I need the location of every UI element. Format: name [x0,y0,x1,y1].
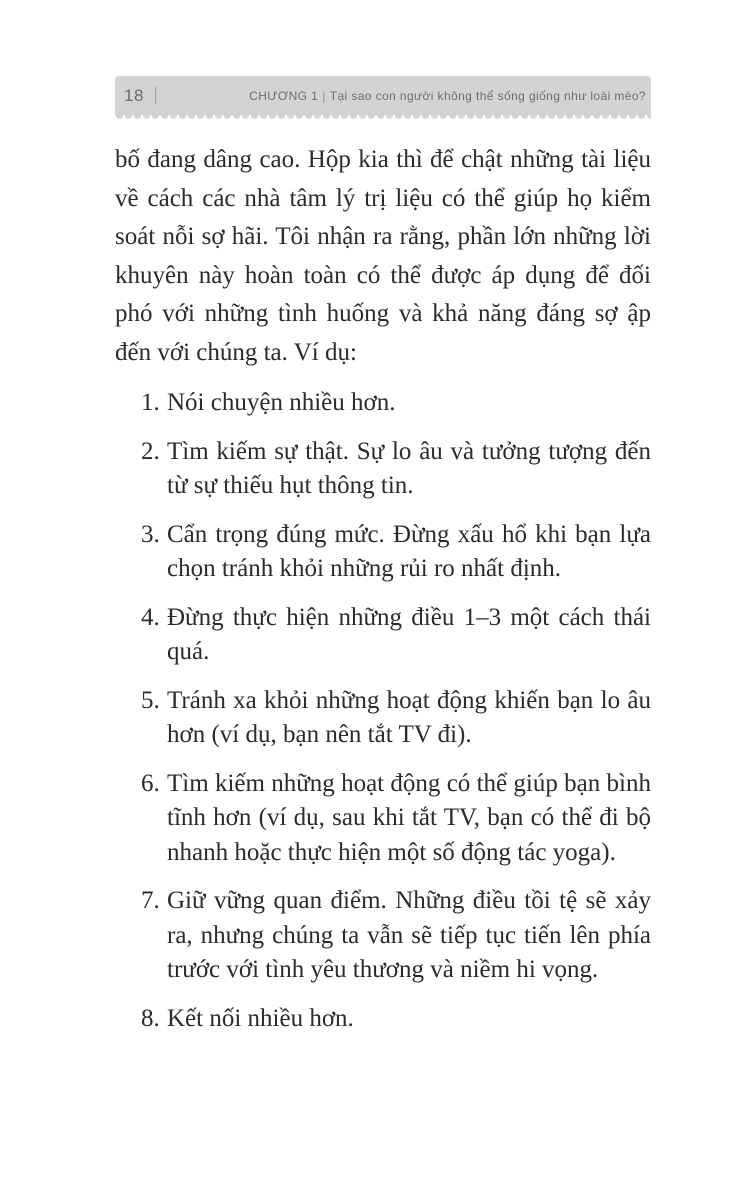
list-item-text: Tìm kiếm sự thật. Sự lo âu và tưởng tượng đến từ sự thiếu hụt thông tin. [167,437,651,499]
list-item-text: Tránh xa khỏi những hoạt động khiến bạn lo âu hơn (ví dụ, bạn nên tắt TV đi). [167,686,651,748]
list-item-text: Giữ vững quan điểm. Những điều tồi tệ sẽ xảy ra, nhưng chúng ta vẫn sẽ tiếp tục tiến lên phía trước với tình yêu thương và niềm hi vọng. [167,887,651,983]
list-item [115,435,651,504]
list-item [115,601,651,670]
list-item-number: 4. [141,603,160,631]
list-item [115,684,651,753]
list-item-number: 1. [141,389,160,416]
list-item [115,884,651,988]
numbered-list [115,386,651,1036]
list-item-text: Tìm kiếm những hoạt động có thể giúp bạn bình tĩnh hơn (ví dụ, sau khi tắt TV, bạn có thể đi bộ nhanh hoặc thực hiện một số động tác yoga). [167,769,651,866]
list-item-number: 5. [141,686,160,714]
list-item [115,767,651,871]
list-item-text: Đừng thực hiện những điều 1–3 một cách thái quá. [167,603,651,665]
list-item [115,1002,651,1037]
list-item [115,386,651,421]
chapter-label: CHƯƠNG 1 [249,88,319,103]
list-item-number: 3. [141,520,160,548]
chapter-title: Tại sao con người không thể sống giống như loài mèo? [329,88,646,103]
body-paragraph: bố đang dâng cao. Hộp kia thì để chật những tài liệu về cách các nhà tâm lý trị liệu có thể giúp họ kiểm soát nỗi sợ hãi. Tôi nhận ra rằng, phần lớn những lời khuyên này hoàn toàn có thể được áp dụng để đối phó với những tình huống và khả năng đáng sợ ập đến với chúng ta. Ví dụ: [115,146,651,366]
page-body [115,141,651,1036]
page-header [115,76,651,115]
list-item-text: Cẩn trọng đúng mức. Đừng xấu hổ khi bạn lựa chọn tránh khỏi những rủi ro nhất định. [167,520,651,582]
running-head [249,89,646,103]
list-item-number: 2. [141,437,160,465]
chapter-separator: | [322,88,326,103]
list-item-text: Nói chuyện nhiều hơn. [167,389,396,416]
list-item-number: 6. [141,769,160,797]
list-item-number: 8. [141,1004,160,1032]
list-item-number: 7. [141,887,160,914]
list-item-text: Kết nối nhiều hơn. [167,1004,354,1032]
page-header-left [124,86,156,106]
page-number: 18 [124,85,144,105]
list-item [115,518,651,587]
header-divider [155,87,157,104]
